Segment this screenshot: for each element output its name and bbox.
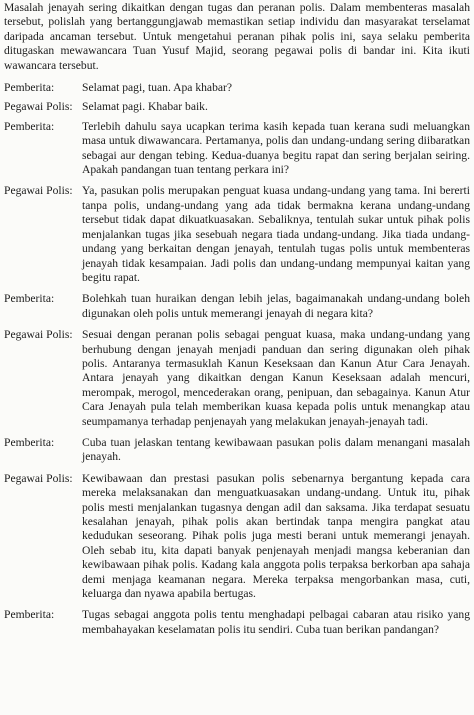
speech-text: Terlebih dahulu saya ucapkan terima kasih kepada tuan kerana sudi meluangkan masa untuk diwawancara. Pertamanya, polis dan undang-undang sering diibaratkan sebagai aur dengan tebing. Kedua-duanya begitu rapat dan sering berjalan seiring. Apakah pandangan tuan tentang perkara ini? (82, 119, 470, 177)
speaker-label: Pegawai Polis: (4, 328, 73, 342)
speech-text: Sesuai dengan peranan polis sebagai penguat kuasa, maka undang-undang yang berhubung dengan jenayah menjadi panduan dan sering digunakan oleh pihak polis. Antaranya termasuklah Kanun Keseksaan dan Kanun Atur Cara Jenayah. Antara jenayah yang dikaitkan dengan Kanun Keseksaan adalah mencuri, merompak, merogol, mencederakan orang, penipuan, dan sebagainya. Kanun Atur Cara Jenayah pula telah memberikan kuasa kepada polis untuk menangkap atau seumpamanya terhadap penjenayah yang melakukan jenayah-jenayah tadi. (82, 328, 470, 428)
dialogue-turn (4, 184, 470, 285)
dialogue-turn (4, 120, 470, 178)
speaker-label: Pemberita: (4, 608, 55, 622)
speech-text: Ya, pasukan polis merupakan penguat kuasa undang-undang yang tama. Ini bererti tanpa polis, undang-undang yang ada tidak bermakna kerana undang-undang tersebut tidak dapat dikuatkuasakan. Sebaliknya, tentulah sukar untuk pihak polis menjalankan tugas jika sesebuah negara tiada undang-undang. Jika tiada undang-undang yang berkaitan dengan jenayah, tentulah tugas polis untuk membenteras jenayah tidak kesampaian. Jadi polis dan undang-undang mempunyai kaitan yang begitu rapat. (82, 184, 470, 284)
dialogue-turn (4, 292, 470, 321)
dialogue-turn (4, 472, 470, 602)
intro-paragraph: Masalah jenayah sering dikaitkan dengan tugas dan peranan polis. Dalam membenteras masalah tersebut, polislah yang bertanggungjawab memastikan setiap individu dan masyarakat terselamat daripada ancaman tersebut. Untuk mengetahui peranan pihak polis ini, saya selaku pemberita ditugaskan mewawancara Tuan Yusuf Majid, seorang pegawai polis di bandar ini. Kita ikuti wawancara tersebut. (4, 1, 470, 72)
speaker-label: Pemberita: (4, 292, 55, 306)
dialogue-turn (4, 608, 470, 637)
speech-text: Bolehkah tuan huraikan dengan lebih jelas, bagaimanakah undang-undang boleh digunakan oleh polis untuk memerangi jenayah di negara kita? (82, 292, 470, 320)
dialogue-turn (4, 328, 470, 429)
speaker-label: Pemberita: (4, 119, 55, 133)
speech-text: Selamat pagi, tuan. Apa khabar? (82, 81, 233, 95)
speaker-label: Pemberita: (4, 435, 55, 449)
speech-text: Selamat pagi. Khabar baik. (82, 100, 208, 114)
speech-text: Cuba tuan jelaskan tentang kewibawaan pasukan polis dalam menangani masalah jenayah. (82, 435, 470, 464)
speaker-label: Pegawai Polis: (4, 100, 73, 114)
speaker-label: Pegawai Polis: (4, 471, 73, 485)
dialogue-turn (4, 100, 470, 114)
speech-text: Kewibawaan dan prestasi pasukan polis sebenarnya bergantung kepada cara mereka melaksanakan dan menguatkuasakan undang-undang. Untuk itu, pihak polis mesti menjalankan tugasnya dengan adil dan saksama. Jika terdapat sesuatu kesalahan jenayah, pihak polis akan bertindak tanpa mengira pangkat atau kedudukan seseorang. Pihak polis juga mesti berani untuk memerangi jenayah. Oleh sebab itu, kita dapati banyak penjenayah menjadi mangsa keberanian dan kewibawaan pihak polis. Kadang kala anggota polis terpaksa berkorban apa sahaja demi menjaga keamanan negara. Mereka terpaksa mengorbankan masa, cuti, keluarga dan nyawa apabila bertugas. (82, 471, 470, 601)
dialogue-turn (4, 81, 470, 95)
dialogue-turn (4, 436, 470, 465)
speech-text: Tugas sebagai anggota polis tentu menghadapi pelbagai cabaran atau risiko yang membahayakan keselamatan polis itu sendiri. Cuba tuan berikan pandangan? (82, 608, 470, 636)
speaker-label: Pegawai Polis: (4, 184, 73, 198)
speaker-label: Pemberita: (4, 81, 55, 95)
